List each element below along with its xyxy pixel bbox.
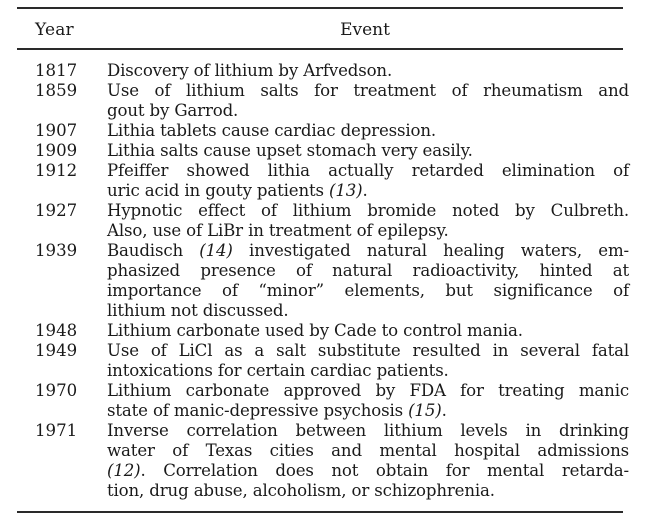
year-cell: 1949 <box>35 341 78 360</box>
year-cell: 1971 <box>35 421 78 440</box>
table-row <box>17 341 629 381</box>
event-line: (12). Correlation does not obtain for mental retarda- <box>107 461 629 480</box>
event-line: Use of lithium salts for treatment of rheumatism and <box>107 81 629 100</box>
event-line: state of manic-depressive psychosis (15). <box>107 401 447 420</box>
event-line: Discovery of lithium by Arfvedson. <box>107 61 393 80</box>
event-cell <box>107 321 629 341</box>
citation-ref: (14) <box>199 241 233 260</box>
year-cell: 1948 <box>35 321 78 340</box>
event-cell <box>107 121 629 141</box>
year-cell: 1912 <box>35 161 78 180</box>
event-line: Baudisch (14) investigated natural healing waters, em- <box>107 241 630 260</box>
event-line: Lithium carbonate used by Cade to control mania. <box>107 321 523 340</box>
event-line: Lithium carbonate approved by FDA for treating manic <box>107 381 629 400</box>
year-cell: 1817 <box>35 61 78 80</box>
event-line: importance of “minor” elements, but significance of <box>107 281 629 300</box>
table-row <box>17 121 623 141</box>
event-line: uric acid in gouty patients (13). <box>107 181 368 200</box>
year-cell: 1859 <box>35 81 78 100</box>
table-row <box>17 61 623 81</box>
event-line: Inverse correlation between lithium levels in drinking <box>107 421 629 440</box>
year-cell: 1939 <box>35 241 78 260</box>
event-cell <box>107 381 629 421</box>
bottom-rule <box>17 511 623 513</box>
table-body <box>17 50 630 511</box>
event-line: Use of LiCl as a salt substitute resulted in several fatal <box>107 341 629 360</box>
table-header <box>17 9 623 48</box>
citation-ref: (13) <box>329 181 363 200</box>
citation-ref: (12) <box>107 461 141 480</box>
citation-ref: (15) <box>408 401 442 420</box>
event-line: Pfeiffer showed lithia actually retarded elimination of <box>107 161 629 180</box>
table-row <box>17 161 629 201</box>
header-event: Event <box>340 20 390 40</box>
year-cell: 1970 <box>35 381 78 400</box>
event-cell <box>107 61 629 81</box>
event-cell <box>107 201 629 241</box>
event-line: lithium not discussed. <box>107 301 289 320</box>
event-cell <box>107 421 629 501</box>
event-line: Also, use of LiBr in treatment of epilepsy. <box>107 221 449 240</box>
year-cell: 1927 <box>35 201 78 220</box>
table-row <box>17 381 629 421</box>
table-row <box>17 201 629 241</box>
event-line: water of Texas cities and mental hospital admissions <box>107 441 629 460</box>
event-line: intoxications for certain cardiac patients. <box>107 361 449 380</box>
event-cell <box>107 81 629 121</box>
table-row <box>17 241 630 321</box>
event-cell <box>107 161 629 201</box>
year-cell: 1909 <box>35 141 78 160</box>
table-row <box>17 421 629 501</box>
event-cell <box>107 341 629 381</box>
event-cell <box>107 241 629 321</box>
lithium-history-table <box>17 7 630 513</box>
table-row <box>17 321 623 341</box>
table-row <box>17 81 629 121</box>
table-row <box>17 141 623 161</box>
event-line: Lithia tablets cause cardiac depression. <box>107 121 437 140</box>
event-line: gout by Garrod. <box>107 101 239 120</box>
event-line: Hypnotic effect of lithium bromide noted by Culbreth. <box>107 201 629 220</box>
event-cell <box>107 141 629 161</box>
header-year: Year <box>35 20 74 40</box>
event-line: tion, drug abuse, alcoholism, or schizophrenia. <box>107 481 495 500</box>
event-line: phasized presence of natural radioactivity, hinted at <box>107 261 629 280</box>
year-cell: 1907 <box>35 121 78 140</box>
event-line: Lithia salts cause upset stomach very easily. <box>107 141 473 160</box>
